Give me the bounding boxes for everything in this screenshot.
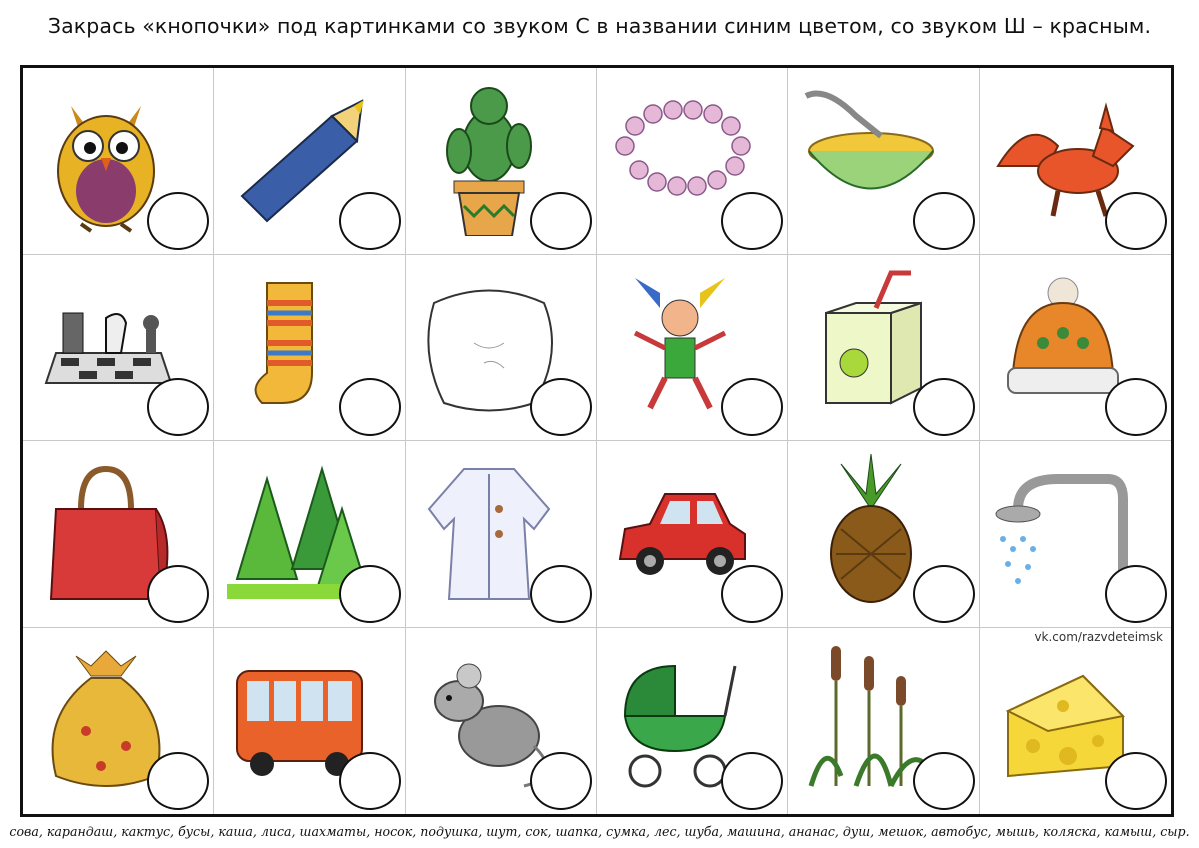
answer-button[interactable] bbox=[913, 192, 975, 250]
picture-cell bbox=[214, 628, 405, 815]
answer-button[interactable] bbox=[721, 565, 783, 623]
picture-cell bbox=[980, 68, 1171, 255]
picture-cell bbox=[788, 441, 979, 628]
picture-cell bbox=[214, 68, 405, 255]
picture-cell bbox=[788, 68, 979, 255]
picture-cell bbox=[788, 255, 979, 442]
answer-button[interactable] bbox=[530, 192, 592, 250]
answer-button[interactable] bbox=[147, 565, 209, 623]
picture-cell bbox=[788, 628, 979, 815]
answer-button[interactable] bbox=[721, 378, 783, 436]
answer-button[interactable] bbox=[147, 752, 209, 810]
watermark-text: vk.com/razvdeteimsk bbox=[1034, 629, 1163, 644]
answer-button[interactable] bbox=[1105, 565, 1167, 623]
answer-button[interactable] bbox=[339, 565, 401, 623]
answer-button[interactable] bbox=[147, 378, 209, 436]
answer-button[interactable] bbox=[530, 378, 592, 436]
picture-cell bbox=[406, 255, 597, 442]
answer-button[interactable] bbox=[1105, 192, 1167, 250]
answer-button[interactable] bbox=[721, 192, 783, 250]
answer-button[interactable] bbox=[1105, 752, 1167, 810]
answer-button[interactable] bbox=[913, 378, 975, 436]
picture-cell bbox=[406, 441, 597, 628]
picture-cell bbox=[980, 628, 1171, 815]
picture-cell bbox=[23, 441, 214, 628]
picture-cell bbox=[597, 255, 788, 442]
answer-button[interactable] bbox=[530, 752, 592, 810]
answer-button[interactable] bbox=[147, 192, 209, 250]
answer-button[interactable] bbox=[913, 752, 975, 810]
picture-cell bbox=[214, 441, 405, 628]
answer-button[interactable] bbox=[339, 378, 401, 436]
picture-cell bbox=[406, 68, 597, 255]
picture-cell bbox=[23, 255, 214, 442]
answer-button[interactable] bbox=[339, 752, 401, 810]
picture-grid bbox=[20, 65, 1174, 817]
picture-cell bbox=[980, 255, 1171, 442]
answer-button[interactable] bbox=[721, 752, 783, 810]
answer-button[interactable] bbox=[530, 565, 592, 623]
picture-cell bbox=[597, 68, 788, 255]
picture-cell bbox=[23, 628, 214, 815]
answer-button[interactable] bbox=[1105, 378, 1167, 436]
answer-button[interactable] bbox=[913, 565, 975, 623]
picture-cell bbox=[597, 441, 788, 628]
picture-cell bbox=[214, 255, 405, 442]
answer-button[interactable] bbox=[339, 192, 401, 250]
picture-cell bbox=[597, 628, 788, 815]
picture-cell bbox=[980, 441, 1171, 628]
picture-cell bbox=[406, 628, 597, 815]
word-list: сова, карандаш, кактус, бусы, каша, лиса, шахматы, носок, подушка, шут, сок, шапка, сумка, лес, шуба, машина, ананас, душ, мешок, автобус, мышь, коляска, камыш, сыр. bbox=[9, 824, 1190, 839]
worksheet-title: Закрась «кнопочки» под картинками со звуком С в названии синим цветом, со звуком Ш – красным. bbox=[47, 14, 1152, 38]
picture-cell bbox=[23, 68, 214, 255]
